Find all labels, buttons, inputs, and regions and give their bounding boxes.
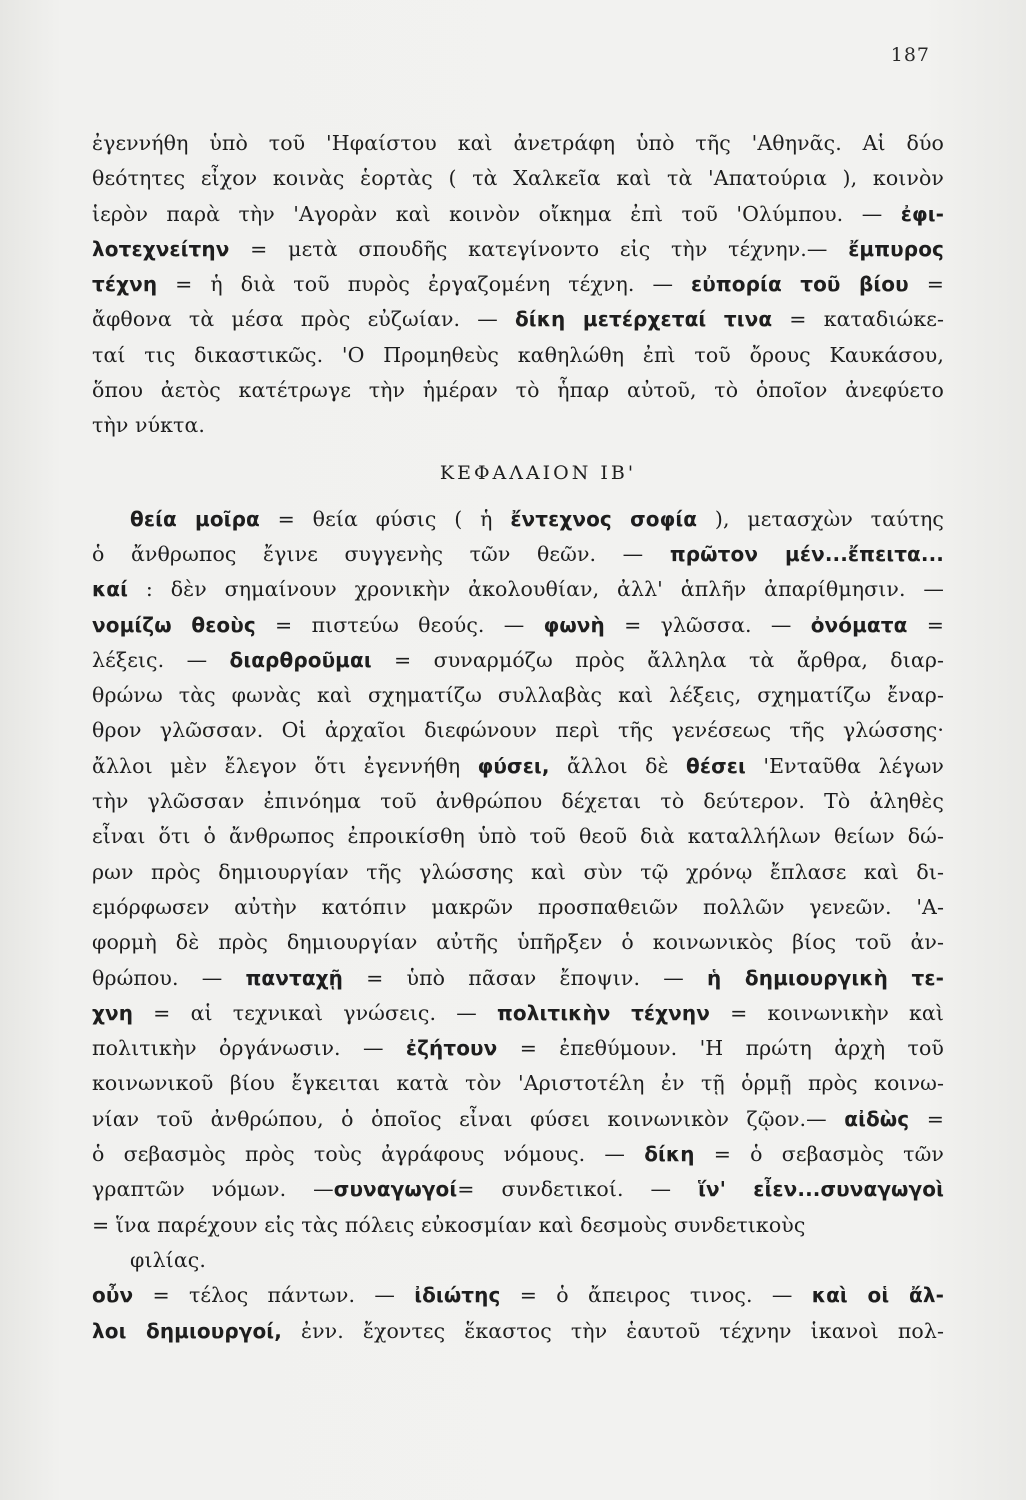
text-run: = τέλος πάντων. — — [133, 1283, 415, 1308]
text-line — [92, 1102, 944, 1137]
bold-term: διαρθροῦμαι — [229, 647, 372, 672]
bold-term: ἰδιώτης — [414, 1283, 501, 1308]
text-run: = μετὰ σπουδῆς κατεγίνοντο εἰς τὴν τέχνην.— — [229, 236, 849, 261]
text-line — [92, 408, 944, 443]
text-line — [92, 502, 944, 537]
bold-term: θεία μοῖρα — [130, 506, 260, 531]
bold-term: τέχνη — [92, 272, 158, 297]
text-run: ὁ ἄνθρωπος ἔγινε συγγενὴς τῶν θεῶν. — — [92, 541, 670, 566]
bold-term: πρῶτον μέν...ἔπειτα... — [669, 541, 944, 566]
text-run: = κοινωνικὴν καὶ — [709, 1000, 944, 1025]
text-line — [92, 197, 944, 232]
text-run: = ἵνα παρέχουν εἰς τὰς πόλεις εὐκοσμίαν καὶ δεσμοὺς συνδετικοὺς — [92, 1212, 806, 1237]
text-line — [92, 1066, 944, 1101]
bold-term: δίκη μετέρχεταί τινα — [514, 307, 773, 332]
text-run: = ὁ σεβασμὸς τῶν — [694, 1142, 944, 1167]
text-run: ὅπου ἀετὸς κατέτρωγε τὴν ἡμέραν τὸ ἧπαρ αὐτοῦ, τὸ ὁποῖον ἀνεφύετο — [92, 378, 944, 403]
text-line — [92, 996, 944, 1031]
text-line — [92, 890, 944, 925]
text-run: θρώνω τὰς φωνὰς καὶ σχηματίζω συλλαβὰς καὶ λέξεις, σχηματίζω ἔναρ- — [92, 683, 944, 708]
bold-term: θέσει — [686, 753, 746, 778]
bold-term: συναγωγοί — [333, 1177, 458, 1202]
text-run: = ὑπὸ πᾶσαν ἔποψιν. — — [343, 965, 707, 990]
text-run: ρων πρὸς δημιουργίαν τῆς γλώσσης καὶ σὺν τῷ χρόνῳ ἔπλασε καὶ δι- — [92, 859, 944, 884]
text-line — [92, 572, 944, 607]
bold-term: καὶ οἱ ἄλ- — [811, 1283, 944, 1308]
text-run: = πιστεύω θεούς. — — [255, 612, 544, 637]
text-run: θρώπου. — — [92, 965, 246, 990]
text-run: πολιτικὴν ὀργάνωσιν. — — [92, 1036, 406, 1061]
text-run: ἱερὸν παρὰ τὴν 'Αγορὰν καὶ κοινὸν οἴκημα ἐπὶ τοῦ 'Ολύμπου. — — [92, 201, 901, 226]
text-line — [92, 1278, 944, 1313]
text-line — [92, 819, 944, 854]
text-run: εμόρφωσεν αὐτὴν κατόπιν μακρῶν προσπαθειῶν πολλῶν γενεῶν. 'Α- — [92, 894, 944, 919]
bold-term: φωνὴ — [543, 612, 605, 637]
text-run: φιλίας. — [130, 1247, 206, 1272]
bold-term: πανταχῇ — [245, 965, 343, 990]
text-line — [92, 302, 944, 337]
chapter-heading: ΚΕΦΑΛΑΙΟΝ ΙΒ' — [439, 461, 637, 484]
bold-term: δίκη — [644, 1142, 695, 1167]
bold-term: χνη — [92, 1000, 134, 1025]
section-prev-chapter-notes — [92, 126, 944, 444]
text-line — [92, 643, 944, 678]
text-run: ἄλλοι δὲ — [549, 753, 687, 778]
bold-term: πολιτικὴν τέχνην — [496, 1000, 710, 1025]
text-run: = ἐπεθύμουν. 'Η πρώτη ἀρχὴ τοῦ — [497, 1036, 944, 1061]
text-run: 'Ενταῦθα λέγων — [745, 753, 944, 778]
text-run: φορμὴ δὲ πρὸς δημιουργίαν αὐτῆς ὑπῆρξεν ὁ κοινωνικὸς βίος τοῦ ἀν- — [92, 930, 944, 955]
text-line — [92, 1172, 944, 1207]
text-run: εἶναι ὅτι ὁ ἄνθρωπος ἐπροικίσθη ὑπὸ τοῦ θεοῦ διὰ καταλλήλων θείων δώ- — [92, 824, 944, 849]
text-run: = ἡ διὰ τοῦ πυρὸς ἐργαζομένη τέχνη. — — [157, 272, 692, 297]
bold-term: οὖν — [92, 1283, 134, 1308]
text-line — [92, 961, 944, 996]
text-line — [92, 232, 944, 267]
text-run: τὴν νύκτα. — [92, 413, 206, 438]
text-line — [92, 784, 944, 819]
bold-term: ἔντεχνος σοφία — [510, 506, 698, 531]
text-line — [92, 1137, 944, 1172]
text-line — [92, 855, 944, 890]
text-run: = καταδιώκε- — [772, 307, 944, 332]
text-run: θεότητες εἶχον κοινὰς ἑορτὰς ( τὰ Χαλκεῖα καὶ τὰ 'Απατούρια ), κοινὸν — [92, 166, 944, 191]
text-run: κοινωνικοῦ βίου ἔγκειται κατὰ τὸν 'Αριστοτέλη ἐν τῇ ὁρμῇ πρὸς κοινω- — [92, 1071, 944, 1096]
bold-term: αἰδὼς — [844, 1106, 910, 1131]
text-line — [92, 161, 944, 196]
text-run: ἄφθονα τὰ μέσα πρὸς εὐζωίαν. — — [92, 307, 515, 332]
text-run: = — [909, 1106, 944, 1131]
text-run: θρον γλῶσσαν. Οἱ ἀρχαῖοι διεφώνουν περὶ τῆς γενέσεως τῆς γλώσσης· — [92, 718, 944, 743]
bold-term: ἔμπυρος — [848, 236, 944, 261]
text-run: ταί τις δικαστικῶς. 'Ο Προμηθεὺς καθηλώθη ἐπὶ τοῦ ὄρους Καυκάσου, — [92, 342, 944, 367]
text-line — [92, 373, 944, 408]
bold-term: ὀνόματα — [810, 612, 908, 637]
text-line — [92, 1243, 944, 1278]
text-line — [92, 126, 944, 161]
text-run: ἐγεννήθη ὑπὸ τοῦ 'Ηφαίστου καὶ ἀνετράφη ὑπὸ τῆς 'Αθηνᾶς. Αἱ δύο — [92, 131, 944, 155]
text-run: ἐνν. ἔχοντες ἕκαστος τὴν ἑαυτοῦ τέχνην ἱκανοὶ πολ- — [281, 1318, 944, 1343]
text-line — [92, 925, 944, 960]
text-line — [92, 749, 944, 784]
text-line — [92, 608, 944, 643]
text-run: = θεία φύσις ( ἡ — [259, 506, 511, 531]
text-run: γραπτῶν νόμων. — — [92, 1177, 334, 1202]
bold-term: νομίζω θεοὺς — [92, 612, 256, 637]
text-run: = ὁ ἄπειρος τινος. — — [500, 1283, 812, 1308]
text-line — [92, 1208, 944, 1243]
bold-term: ἐζήτουν — [405, 1036, 498, 1061]
text-run: = γλῶσσα. — — [604, 612, 811, 637]
text-run: = — [908, 272, 944, 297]
text-run: νίαν τοῦ ἀνθρώπου, ὁ ὁποῖος εἶναι φύσει κοινωνικὸν ζῷον.— — [92, 1106, 845, 1131]
text-run: λέξεις. — — [92, 647, 230, 672]
text-run: = αἱ τεχνικαὶ γνώσεις. — — [133, 1000, 497, 1025]
bold-term: λοι δημιουργοί, — [92, 1318, 282, 1343]
text-run: = συνδετικοί. — — [457, 1177, 699, 1202]
bold-term: εὐπορία τοῦ βίου — [691, 272, 909, 297]
bold-term: λοτεχνείτην — [92, 236, 230, 261]
text-run: ), μετασχὼν ταύτης — [697, 506, 944, 531]
page-number: 187 — [890, 44, 930, 66]
text-run: τὴν γλῶσσαν ἐπινόημα τοῦ ἀνθρώπου δέχεται τὸ δεύτερον. Τὸ ἀληθὲς — [92, 789, 944, 814]
text-run: = συναρμόζω πρὸς ἄλληλα τὰ ἄρθρα, διαρ- — [371, 647, 944, 672]
text-line — [92, 338, 944, 373]
text-run: = — [907, 612, 944, 637]
text-run: ἄλλοι μὲν ἔλεγον ὅτι ἐγεννήθη — [92, 753, 478, 778]
body-text — [92, 126, 944, 1349]
text-line — [92, 1031, 944, 1066]
bold-term: καί — [92, 577, 129, 602]
text-line — [92, 537, 944, 572]
text-line — [92, 678, 944, 713]
bold-term: ἡ δημιουργικὴ τε- — [706, 965, 944, 990]
text-run: : δὲν σημαίνουν χρονικὴν ἀκολουθίαν, ἀλλ' ἁπλῆν ἀπαρίθμησιν. — — [128, 577, 944, 602]
section-chapter-12-notes — [92, 502, 944, 1349]
text-line — [92, 1314, 944, 1349]
text-line — [92, 267, 944, 302]
text-line — [92, 713, 944, 748]
bold-term: φύσει, — [477, 753, 550, 778]
text-run: ὁ σεβασμὸς πρὸς τοὺς ἀγράφους νόμους. — — [92, 1142, 645, 1167]
bold-term: ἵν' εἶεν...συναγωγοὶ — [698, 1177, 944, 1202]
bold-term: ἐφι- — [900, 201, 944, 226]
